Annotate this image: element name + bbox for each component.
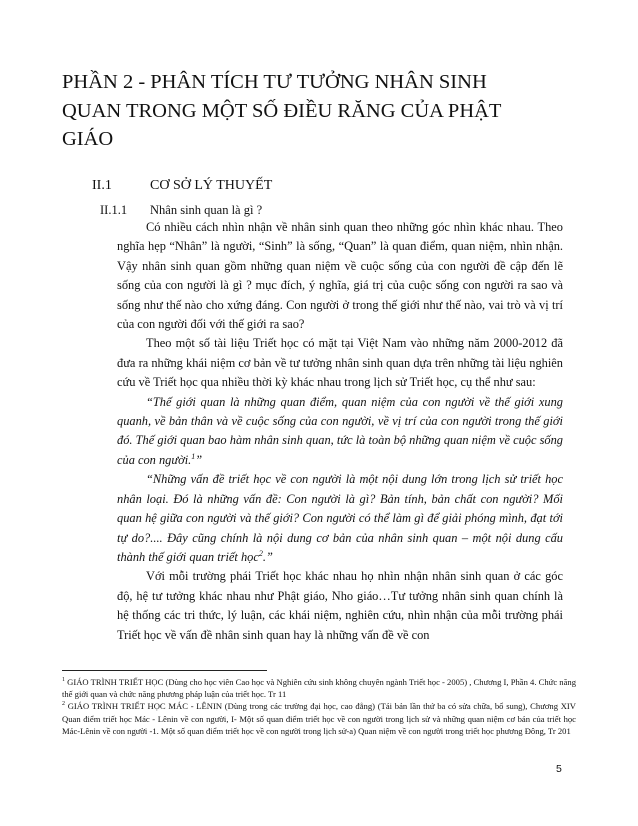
footnote-ref-2[interactable]: 2	[258, 548, 263, 558]
subsection-number: II.1.1	[100, 203, 128, 217]
footnotes	[62, 676, 576, 737]
section-title: CƠ SỞ LÝ THUYẾT	[150, 178, 273, 193]
footnote-divider	[62, 670, 267, 671]
quote-worldview-end: ”	[195, 452, 203, 467]
title-line-1: PHẦN 2 - PHÂN TÍCH TƯ TƯỞNG NHÂN SINH	[62, 71, 487, 93]
footnote-1	[62, 676, 576, 700]
page-title	[62, 68, 582, 154]
footnote-ref-1[interactable]: 1	[191, 451, 196, 461]
subsection-title: Nhân sinh quan là gì ?	[150, 203, 263, 217]
quote-human-issues-text: “Những vấn đề triết học về con người là một nội dung lớn trong lịch sử triết học nhân loại. Đó là những vấn đề: Con người là gì? Bản tính, bản chất con người? Mối quan hệ giữa con người và thế giới? Con người có thể làm gì để giải phóng mình, đạt tới tự do?.... Đây cũng chính là nội dung cơ bản của nhân sinh quan – một nội dung cấu thành thế giới quan triết học	[117, 472, 563, 564]
section-number: II.1	[92, 178, 112, 193]
quote-worldview-text: “Thế giới quan là những quan điểm, quan niệm của con người về thế giới xung quanh, về bản thân và về cuộc sống của con người, về vị trí của con người trong thế giới đó. Thế giới quan bao hàm nhân sinh quan, tức là toàn bộ những quan niệm về cuộc sống của con người.	[117, 394, 563, 467]
quote-worldview	[117, 393, 563, 471]
title-line-3: GIÁO	[62, 128, 114, 150]
section-heading	[92, 178, 272, 194]
footnote-1-mark: 1	[62, 677, 65, 684]
quote-human-issues-end: .”	[262, 549, 273, 564]
subsection-heading	[100, 203, 262, 218]
paragraph-intro: Có nhiều cách nhìn nhận về nhân sinh quan theo những góc nhìn khác nhau. Theo nghĩa hẹp “Nhân” là người, “Sinh” là sống, “Quan” là quan điểm, quan niệm, nhìn nhận. Vậy nhân sinh quan gồm những quan niệm về cuộc sống của con người đề cập đến lẽ sống của con người là gì ? mục đích, ý nghĩa, giá trị của cuộc sống con người ra sao và sống như thế nào cho xứng đáng. Con người ở trong thế giới như thế nào, vai trò và vị trí của con người đối với thế giới ra sao?	[117, 220, 563, 332]
paragraph-schools: Với mỗi trường phái Triết học khác nhau họ nhìn nhận nhân sinh quan ở các góc độ, hệ tư tưởng khác nhau như Phật giáo, Nho giáo…Tư tưởng nhân sinh quan chính là hệ thống các tri thức, lý luận, các khái niệm, nghiên cứu, nhìn nhận của mỗi trường phái Triết học về vấn đề nhân sinh quan hay là những vấn đề về con	[117, 569, 563, 642]
footnote-2-text: GIÁO TRÌNH TRIẾT HỌC MÁC - LÊNIN (Dùng trong các trường đại học, cao đẳng) (Tái bản lần thứ ba có sửa chữa, bổ sung), Chương XIV Quan điểm triết học Mác - Lênin về con người, I- Một số quan điểm triết học về con người trong lịch sử và những quan niệm cơ bản của triết học Mác-Lênin về con người -1. Một số quan điểm triết học về con người trong lịch sử-a) Quan niệm về con người trong triết học phương Đông, Tr 201	[62, 701, 576, 736]
footnote-2-mark: 2	[62, 701, 65, 708]
footnote-1-text: GIÁO TRÌNH TRIẾT HỌC (Dùng cho học viên Cao học và Nghiên cứu sinh không chuyên ngành Triết học - 2005) , Chương I, Phần 4. Chức năng thế giới quan và chức năng phương pháp luận của triết học. Tr 11	[62, 677, 576, 700]
title-line-2: QUAN TRONG MỘT SỐ ĐIỀU RĂNG CỦA PHẬT	[62, 99, 502, 122]
paragraph-sources: Theo một số tài liệu Triết học có mặt tại Việt Nam vào những năm 2000-2012 đã đưa ra những khái niệm cơ bản về tư tưởng nhân sinh quan dựa trên những tài liệu nghiên cứu về Triết học qua nhiều thời kỳ khác nhau trong lịch sử Triết học, cụ thể như sau:	[117, 336, 563, 390]
body-text	[117, 218, 563, 645]
footnote-2	[62, 700, 576, 737]
page-number: 5	[556, 763, 562, 775]
quote-human-issues	[117, 470, 563, 567]
